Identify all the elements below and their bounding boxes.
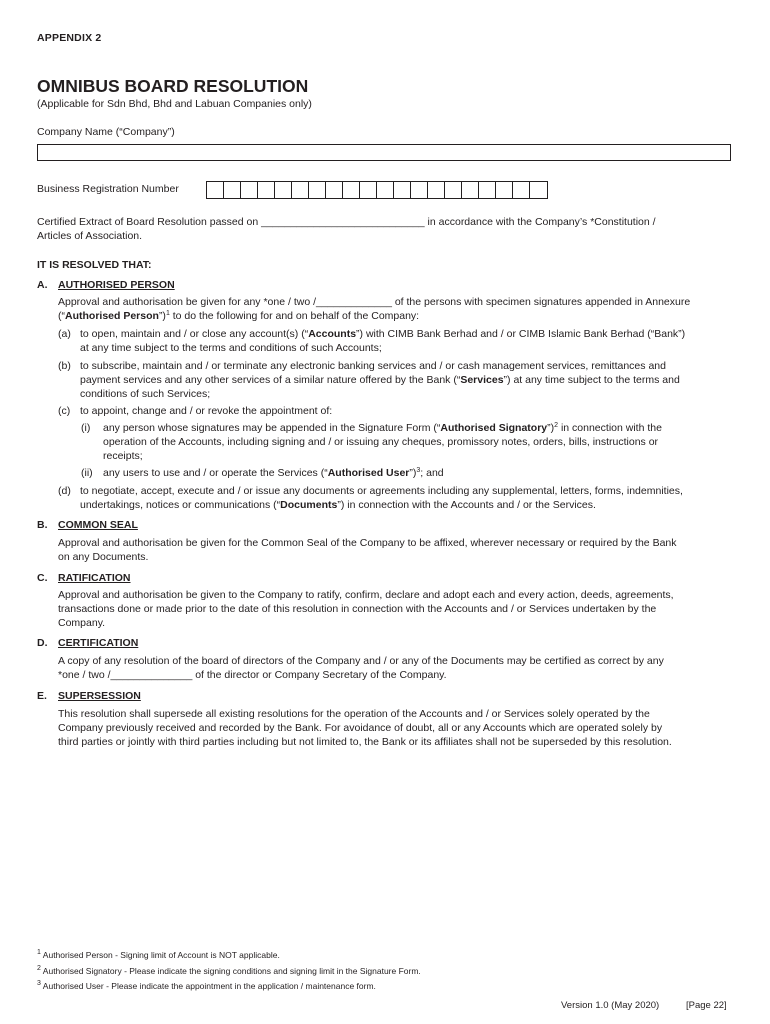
- section-heading: SUPERSESSION: [58, 690, 141, 702]
- section-letter: A.: [37, 279, 48, 291]
- item-text: to subscribe, maintain and / or terminate any electronic banking services and / or cash management services, remittances and: [80, 360, 666, 372]
- page-title: OMNIBUS BOARD RESOLUTION: [37, 76, 309, 96]
- brn-cell[interactable]: [411, 182, 428, 198]
- appendix-label: APPENDIX 2: [37, 32, 102, 44]
- sub-item-number: (ii): [81, 467, 93, 479]
- sub-item-text: operation of the Accounts, including signing and / or issuing any cheques, promissory notes, orders, bills, instructions or: [103, 436, 659, 448]
- section-text: Company.: [58, 617, 106, 629]
- item-text: payment services and any other services of a similar nature offered by the Bank (“Services”) at any time subject to the terms and: [80, 374, 680, 386]
- item-text: to appoint, change and / or revoke the appointment of:: [80, 405, 333, 417]
- brn-field[interactable]: [206, 181, 548, 199]
- brn-cell[interactable]: [513, 182, 530, 198]
- brn-cell[interactable]: [326, 182, 343, 198]
- brn-cell[interactable]: [241, 182, 258, 198]
- item-text: to open, maintain and / or close any account(s) (“Accounts”) with CIMB Bank Berhad and / or CIMB Islamic Bank Berhad (“Bank”): [80, 328, 686, 340]
- section-text: Approval and authorisation be given for any *one / two /_____________ of the persons with specimen signatures appended in Annexure: [58, 296, 691, 308]
- company-name-field[interactable]: [37, 144, 731, 161]
- item-text: at any time subject to the terms and conditions of such Accounts;: [80, 342, 382, 354]
- section-text: on any Documents.: [58, 551, 149, 563]
- item-text: conditions of such Services;: [80, 388, 211, 400]
- page-number: [Page 22]: [686, 1000, 727, 1011]
- brn-cell[interactable]: [292, 182, 309, 198]
- section-text: (“Authorised Person”)$^1$ to do the following for and on behalf of the Company:: [58, 310, 420, 322]
- section-heading: CERTIFICATION: [58, 637, 139, 649]
- brn-cell[interactable]: [258, 182, 275, 198]
- sub-item-text: receipts;: [103, 450, 143, 462]
- section-text: Approval and authorisation be given to the Company to ratify, confirm, declare and adopt each and every action, deeds, agreements,: [58, 589, 674, 601]
- item-number: (b): [58, 360, 71, 372]
- section-heading: AUTHORISED PERSON: [58, 279, 175, 291]
- section-text: A copy of any resolution of the board of directors of the Company and / or any of the Documents may be certified as correct by any: [58, 655, 664, 667]
- sub-item-text: any person whose signatures may be appended in the Signature Form (“Authorised Signatory”)$^2$ in connection with the: [103, 422, 662, 434]
- section-letter: B.: [37, 519, 48, 531]
- brn-cell[interactable]: [445, 182, 462, 198]
- brn-cell[interactable]: [428, 182, 445, 198]
- item-text: to negotiate, accept, execute and / or issue any documents or agreements including any supplemental, letters, forms, indemnities,: [80, 485, 683, 497]
- section-text: Approval and authorisation be given for the Common Seal of the Company to be affixed, wherever necessary or required by the Bank: [58, 537, 677, 549]
- brn-cell[interactable]: [360, 182, 377, 198]
- section-heading: RATIFICATION: [58, 572, 131, 584]
- section-letter: E.: [37, 690, 47, 702]
- section-text: transactions done or made prior to the date of this resolution in connection with the Accounts and / or Services undertaken by the: [58, 603, 657, 615]
- item-number: (c): [58, 405, 71, 417]
- section-letter: C.: [37, 572, 48, 584]
- brn-cell[interactable]: [394, 182, 411, 198]
- certified-extract-line: Certified Extract of Board Resolution passed on ____________________________ in accordance with the Company’s *Constitution /: [37, 216, 656, 228]
- section-letter: D.: [37, 637, 48, 649]
- certified-extract-line: Articles of Association.: [37, 230, 143, 242]
- brn-cell[interactable]: [275, 182, 292, 198]
- brn-cell[interactable]: [462, 182, 479, 198]
- brn-cell[interactable]: [343, 182, 360, 198]
- brn-cell[interactable]: [377, 182, 394, 198]
- brn-cell[interactable]: [207, 182, 224, 198]
- sub-item-text: any users to use and / or operate the Services (“Authorised User”)$^3$; and: [103, 467, 444, 479]
- footnote: $^2$ Authorised Signatory - Please indicate the signing conditions and signing limit in the Signature Form.: [37, 965, 421, 976]
- brn-label: Business Registration Number: [37, 183, 179, 195]
- item-number: (a): [58, 328, 71, 340]
- page-subtitle: (Applicable for Sdn Bhd, Bhd and Labuan Companies only): [37, 98, 312, 110]
- item-text: undertakings, notices or communications (“Documents”) in connection with the Accounts and / or the Services.: [80, 499, 596, 511]
- section-text: Company previously received and recorded by the Bank. For avoidance of doubt, all or any Accounts which are operated solely by: [58, 722, 663, 734]
- resolved-heading: IT IS RESOLVED THAT:: [37, 259, 152, 271]
- footnote: $^3$ Authorised User - Please indicate the appointment in the application / maintenance form.: [37, 980, 376, 991]
- brn-cell[interactable]: [496, 182, 513, 198]
- brn-cell[interactable]: [224, 182, 241, 198]
- section-text: This resolution shall supersede all existing resolutions for the operation of the Accounts and / or Services solely operated by the: [58, 708, 650, 720]
- section-text: third parties or jointly with third parties including but not limited to, the Bank or its affiliates shall not be superseded by this resolution.: [58, 736, 672, 748]
- section-heading: COMMON SEAL: [58, 519, 138, 531]
- section-text: *one / two /______________ of the director or Company Secretary of the Company.: [58, 669, 447, 681]
- brn-cell[interactable]: [479, 182, 496, 198]
- footnote: $^1$ Authorised Person - Signing limit of Account is NOT applicable.: [37, 949, 280, 960]
- sub-item-number: (i): [81, 422, 91, 434]
- brn-cell[interactable]: [309, 182, 326, 198]
- brn-cell[interactable]: [530, 182, 547, 198]
- version-label: Version 1.0 (May 2020): [561, 1000, 660, 1011]
- item-number: (d): [58, 485, 71, 497]
- company-name-label: Company Name (“Company”): [37, 126, 175, 138]
